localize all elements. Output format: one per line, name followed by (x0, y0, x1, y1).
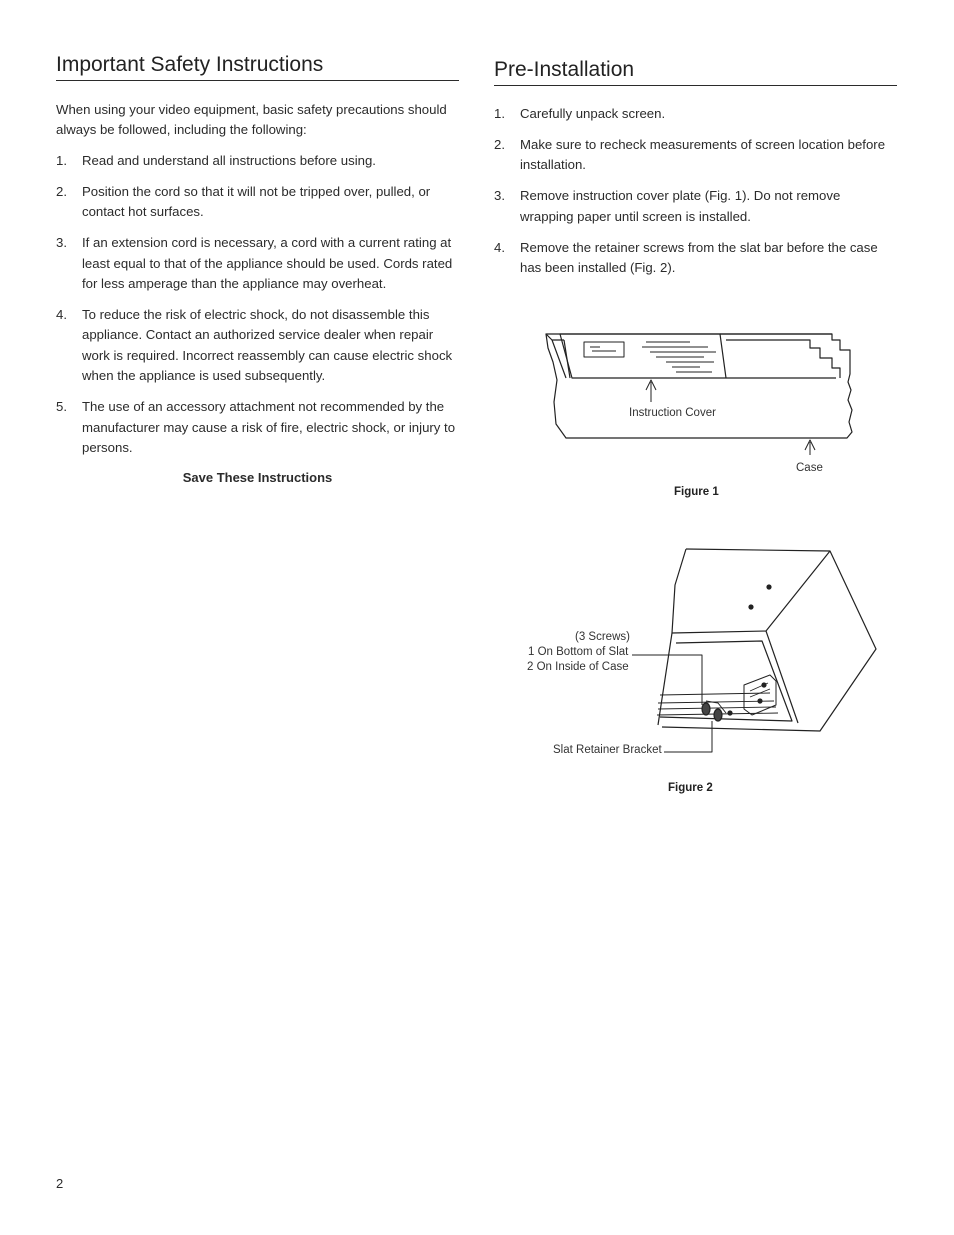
figure-1-illustration (540, 330, 860, 455)
item-number: 4. (56, 307, 67, 323)
safety-list (56, 151, 459, 459)
figure-2-caption: Figure 2 (668, 782, 713, 794)
page-number: 2 (56, 1176, 64, 1191)
instruction-cover-plate (560, 334, 726, 378)
slat-retainer-bracket-label: Slat Retainer Bracket (553, 744, 662, 756)
screws-label-line-1: (3 Screws) (575, 631, 630, 643)
list-item (56, 233, 459, 294)
bracket-leader (664, 721, 712, 752)
case-label: Case (796, 462, 823, 474)
item-text: Read and understand all instructions before using. (82, 152, 376, 168)
list-item (494, 135, 897, 176)
item-number: 1. (494, 106, 505, 121)
item-text: Position the cord so that it will not be tripped over, pulled, or contact hot surfaces. (82, 183, 431, 220)
preinstall-title: Pre-Installation (494, 50, 897, 86)
screws-label-line-2: 1 On Bottom of Slat (528, 646, 629, 658)
item-text: Remove instruction cover plate (Fig. 1). Do not remove wrapping paper until screen is installed. (520, 188, 841, 224)
list-item (56, 397, 459, 458)
list-item (494, 186, 897, 227)
item-text: Remove the retainer screws from the slat bar before the case has been installed (Fig. 2). (520, 239, 878, 276)
save-instructions-note: Save These Instructions (182, 470, 333, 486)
item-text: Carefully unpack screen. (520, 106, 666, 121)
list-item (494, 104, 897, 124)
slat-retainer-bracket (744, 675, 776, 715)
list-item (494, 238, 897, 279)
item-text: If an extension cord is necessary, a cord with a current rating at least equal to that of the appliance should be used. Cords rated for less amperage than the appliance may overheat. (82, 235, 453, 292)
item-number: 4. (494, 239, 505, 255)
screws-label-line-3: 2 On Inside of Case (527, 661, 629, 673)
safety-intro: When using your video equipment, basic safety precautions should always be followed, including the following: (56, 102, 447, 138)
item-number: 3. (494, 188, 505, 204)
item-text: The use of an accessory attachment not recommended by the manufacturer may cause a risk of fire, electric shock, or injury to persons. (82, 399, 456, 456)
item-text: Make sure to recheck measurements of screen location before installation. (520, 137, 886, 173)
item-text: To reduce the risk of electric shock, do not disassemble this appliance. Contact an authorized service dealer when repair work is required. Incorrect reassembly can cause electric shock when the appliance is used subsequently. (82, 307, 453, 384)
preinstall-list (494, 104, 897, 279)
figure-1-caption: Figure 1 (674, 486, 719, 498)
preinstall-section (494, 50, 897, 289)
item-number: 2. (494, 137, 505, 152)
safety-section (56, 50, 459, 485)
item-number: 1. (56, 152, 67, 168)
item-number: 5. (56, 399, 67, 415)
list-item (56, 305, 459, 387)
item-number: 2. (56, 183, 67, 199)
list-item (56, 151, 459, 171)
case-outline (546, 334, 852, 438)
list-item (56, 182, 459, 223)
safety-title: Important Safety Instructions (56, 50, 459, 81)
instruction-cover-label: Instruction Cover (629, 407, 716, 419)
item-number: 3. (56, 235, 67, 251)
